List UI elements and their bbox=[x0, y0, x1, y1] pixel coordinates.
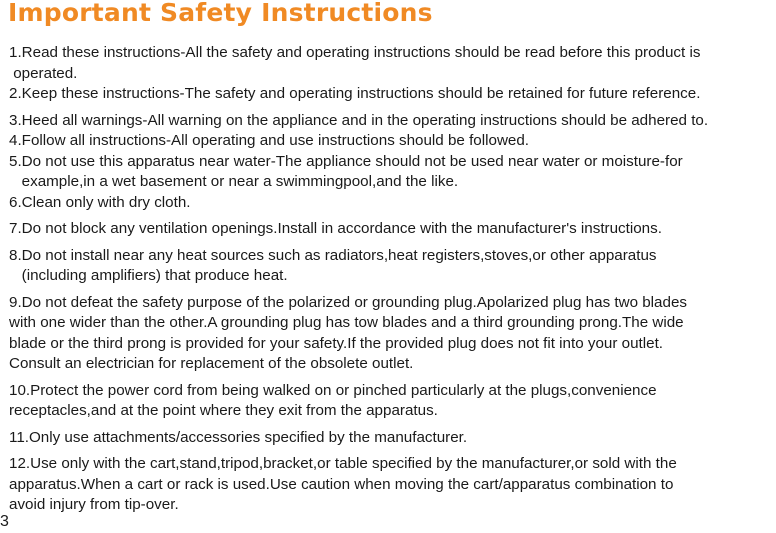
instruction-item-8: 8.Do not install near any heat sources such as radiators,heat registers,stoves,or other apparatus (including amplifiers) that produce heat. bbox=[9, 246, 657, 284]
instruction-item-12: 12.Use only with the cart,stand,tripod,bracket,or table specified by the manufacturer,or sold with the apparatus.When a cart or rack is used.Use caution when moving the cart/apparatus combination to avoid injury from tip-over. bbox=[9, 455, 677, 513]
safety-instructions-list bbox=[9, 43, 776, 516]
instruction-item-5: 5.Do not use this apparatus near water-The appliance should not be used near water or moisture-for example,in a wet basement or near a swimmingpool,and the like. bbox=[9, 152, 683, 190]
instruction-item-1: 1.Read these instructions-All the safety and operating instructions should be read before this product is operated. bbox=[9, 44, 701, 82]
instruction-item-7: 7.Do not block any ventilation openings.Install in accordance with the manufacturer's instructions. bbox=[9, 220, 662, 237]
page-title: Important Safety Instructions bbox=[8, 0, 433, 27]
instruction-item-9: 9.Do not defeat the safety purpose of the polarized or grounding plug.Apolarized plug has two blades with one wider than the other.A grounding plug has tow blades and a third grounding prong.The wide blade or the third prong is provided for your safety.If the provided plug does not fit into your outlet. Consult an electrician for replacement of the obsolete outlet. bbox=[9, 293, 687, 372]
instruction-item-2: 2.Keep these instructions-The safety and operating instructions should be retained for future reference. bbox=[9, 85, 701, 102]
instruction-item-3: 3.Heed all warnings-All warning on the appliance and in the operating instructions should be adhered to. bbox=[9, 111, 709, 129]
instruction-item-11: 11.Only use attachments/accessories specified by the manufacturer. bbox=[9, 428, 468, 446]
instruction-item-4: 4.Follow all instructions-All operating and use instructions should be followed. bbox=[9, 132, 530, 149]
page-number: 3 bbox=[0, 513, 9, 530]
instruction-item-6: 6.Clean only with dry cloth. bbox=[9, 193, 191, 211]
instruction-item-10: 10.Protect the power cord from being walked on or pinched particularly at the plugs,convenience receptacles,and at the point where they exit from the apparatus. bbox=[9, 381, 657, 419]
